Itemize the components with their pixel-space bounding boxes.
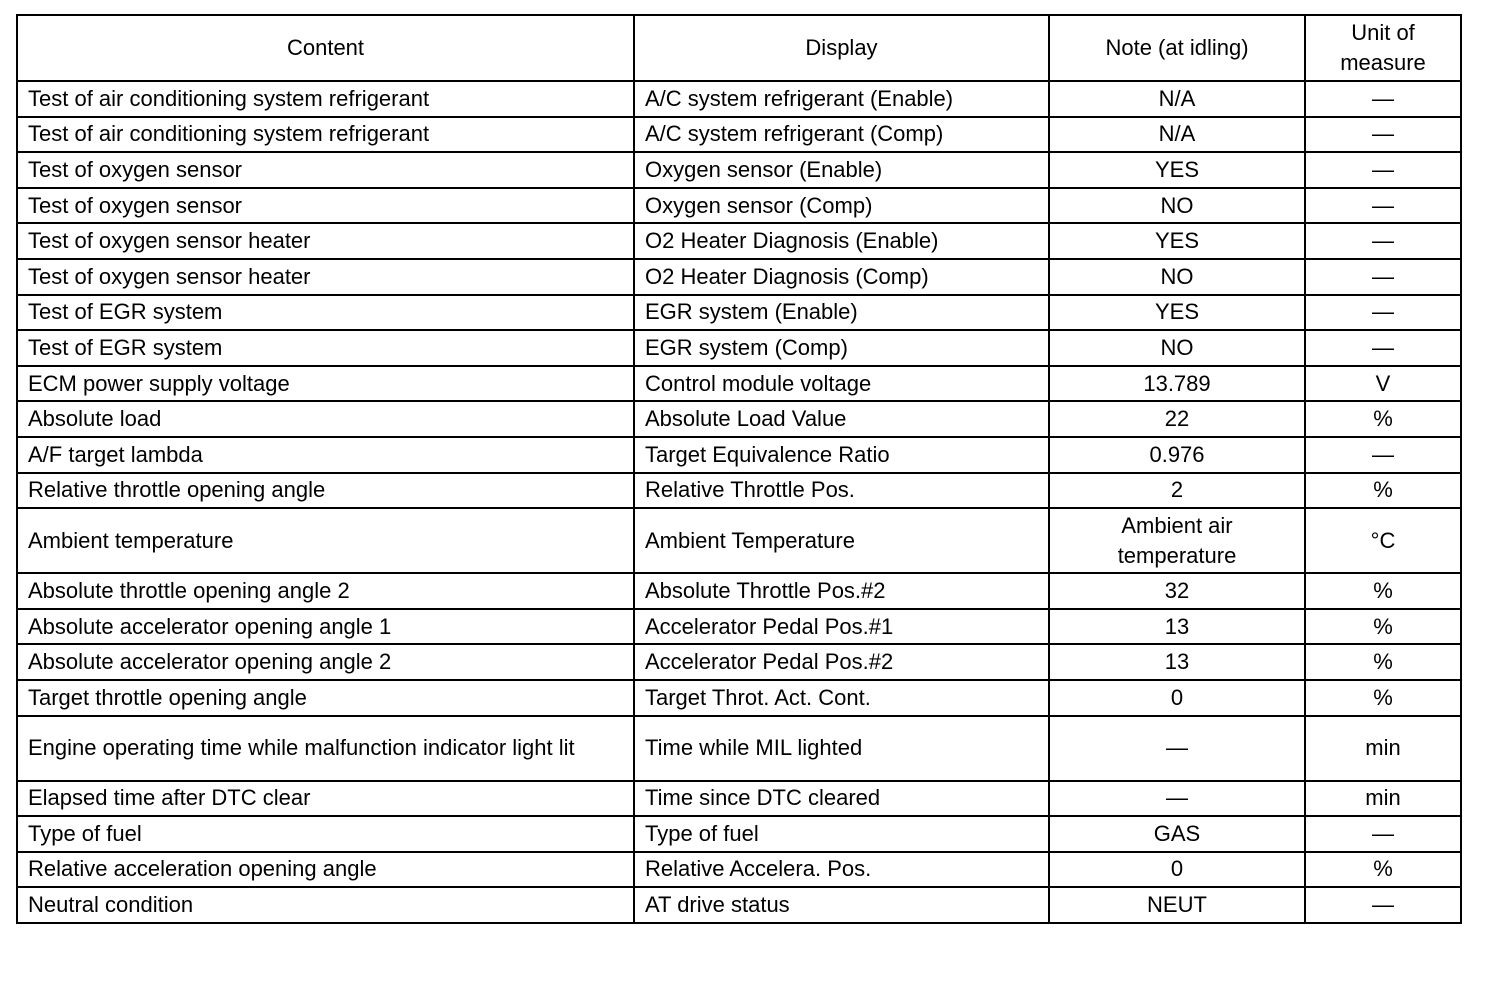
table-body [17,81,1461,923]
table-row [17,573,1461,609]
content-cell: Absolute accelerator opening angle 1 [17,609,634,645]
header-note: Note (at idling) [1049,15,1305,81]
display-cell: Accelerator Pedal Pos.#2 [634,644,1049,680]
content-cell: Type of fuel [17,816,634,852]
table-row [17,716,1461,781]
unit-cell: — [1305,81,1461,117]
note-cell: — [1049,716,1305,781]
display-cell: Relative Throttle Pos. [634,473,1049,509]
note-cell: NO [1049,259,1305,295]
table-row [17,152,1461,188]
note-cell: 13 [1049,609,1305,645]
display-cell: Oxygen sensor (Comp) [634,188,1049,224]
table-row [17,508,1461,573]
content-cell: ECM power supply voltage [17,366,634,402]
display-cell: Target Equivalence Ratio [634,437,1049,473]
note-cell: 13 [1049,644,1305,680]
content-cell: Test of EGR system [17,295,634,331]
note-cell: YES [1049,152,1305,188]
display-cell: Type of fuel [634,816,1049,852]
content-cell: Test of oxygen sensor heater [17,259,634,295]
display-cell: Accelerator Pedal Pos.#1 [634,609,1049,645]
display-cell: Ambient Temperature [634,508,1049,573]
unit-cell: — [1305,437,1461,473]
note-cell: NO [1049,188,1305,224]
content-cell: A/F target lambda [17,437,634,473]
table-row [17,680,1461,716]
display-cell: Time since DTC cleared [634,781,1049,817]
display-cell: A/C system refrigerant (Comp) [634,117,1049,153]
display-cell: O2 Heater Diagnosis (Enable) [634,223,1049,259]
note-cell: 32 [1049,573,1305,609]
note-cell: YES [1049,295,1305,331]
data-monitor-table [16,14,1462,924]
unit-cell: % [1305,401,1461,437]
content-cell: Test of oxygen sensor [17,188,634,224]
display-cell: Relative Accelera. Pos. [634,852,1049,888]
content-cell: Absolute accelerator opening angle 2 [17,644,634,680]
display-cell: Absolute Throttle Pos.#2 [634,573,1049,609]
content-cell: Relative acceleration opening angle [17,852,634,888]
unit-cell: — [1305,259,1461,295]
table-row [17,473,1461,509]
content-cell: Neutral condition [17,887,634,923]
display-cell: A/C system refrigerant (Enable) [634,81,1049,117]
note-cell: GAS [1049,816,1305,852]
content-cell: Elapsed time after DTC clear [17,781,634,817]
unit-cell: °C [1305,508,1461,573]
display-cell: Time while MIL lighted [634,716,1049,781]
content-cell: Absolute throttle opening angle 2 [17,573,634,609]
table-row [17,117,1461,153]
header-display: Display [634,15,1049,81]
unit-cell: V [1305,366,1461,402]
content-cell: Relative throttle opening angle [17,473,634,509]
content-cell: Absolute load [17,401,634,437]
unit-cell: % [1305,680,1461,716]
unit-cell: — [1305,295,1461,331]
table-row [17,330,1461,366]
content-cell: Engine operating time while malfunction indicator light lit [17,716,634,781]
display-cell: Absolute Load Value [634,401,1049,437]
content-cell: Test of air conditioning system refrigerant [17,81,634,117]
unit-cell: % [1305,644,1461,680]
table-row [17,781,1461,817]
table-row [17,816,1461,852]
table-row [17,852,1461,888]
table-row [17,259,1461,295]
note-cell: Ambient air temperature [1049,508,1305,573]
content-cell: Target throttle opening angle [17,680,634,716]
display-cell: AT drive status [634,887,1049,923]
note-cell: YES [1049,223,1305,259]
note-cell: NEUT [1049,887,1305,923]
display-cell: Target Throt. Act. Cont. [634,680,1049,716]
content-cell: Test of oxygen sensor [17,152,634,188]
unit-cell: — [1305,152,1461,188]
note-cell: NO [1049,330,1305,366]
content-cell: Ambient temperature [17,508,634,573]
unit-cell: % [1305,573,1461,609]
table-row [17,188,1461,224]
table-row [17,223,1461,259]
unit-cell: min [1305,781,1461,817]
table-row [17,609,1461,645]
table-row [17,887,1461,923]
unit-cell: — [1305,188,1461,224]
content-cell: Test of EGR system [17,330,634,366]
table-row [17,437,1461,473]
unit-cell: — [1305,330,1461,366]
unit-cell: — [1305,223,1461,259]
display-cell: EGR system (Enable) [634,295,1049,331]
table-row [17,401,1461,437]
note-cell: N/A [1049,117,1305,153]
display-cell: Control module voltage [634,366,1049,402]
unit-cell: % [1305,609,1461,645]
note-cell: 0.976 [1049,437,1305,473]
table-row [17,81,1461,117]
content-cell: Test of air conditioning system refrigerant [17,117,634,153]
content-cell: Test of oxygen sensor heater [17,223,634,259]
note-cell: 0 [1049,680,1305,716]
note-cell: 22 [1049,401,1305,437]
table-row [17,295,1461,331]
note-cell: 13.789 [1049,366,1305,402]
unit-cell: % [1305,852,1461,888]
note-cell: 2 [1049,473,1305,509]
header-content: Content [17,15,634,81]
display-cell: EGR system (Comp) [634,330,1049,366]
display-cell: Oxygen sensor (Enable) [634,152,1049,188]
note-cell: 0 [1049,852,1305,888]
unit-cell: — [1305,117,1461,153]
note-cell: N/A [1049,81,1305,117]
unit-cell: — [1305,816,1461,852]
table-row [17,366,1461,402]
unit-cell: % [1305,473,1461,509]
header-unit: Unit of measure [1305,15,1461,81]
unit-cell: min [1305,716,1461,781]
header-row [17,15,1461,81]
unit-cell: — [1305,887,1461,923]
note-cell: — [1049,781,1305,817]
table-row [17,644,1461,680]
display-cell: O2 Heater Diagnosis (Comp) [634,259,1049,295]
